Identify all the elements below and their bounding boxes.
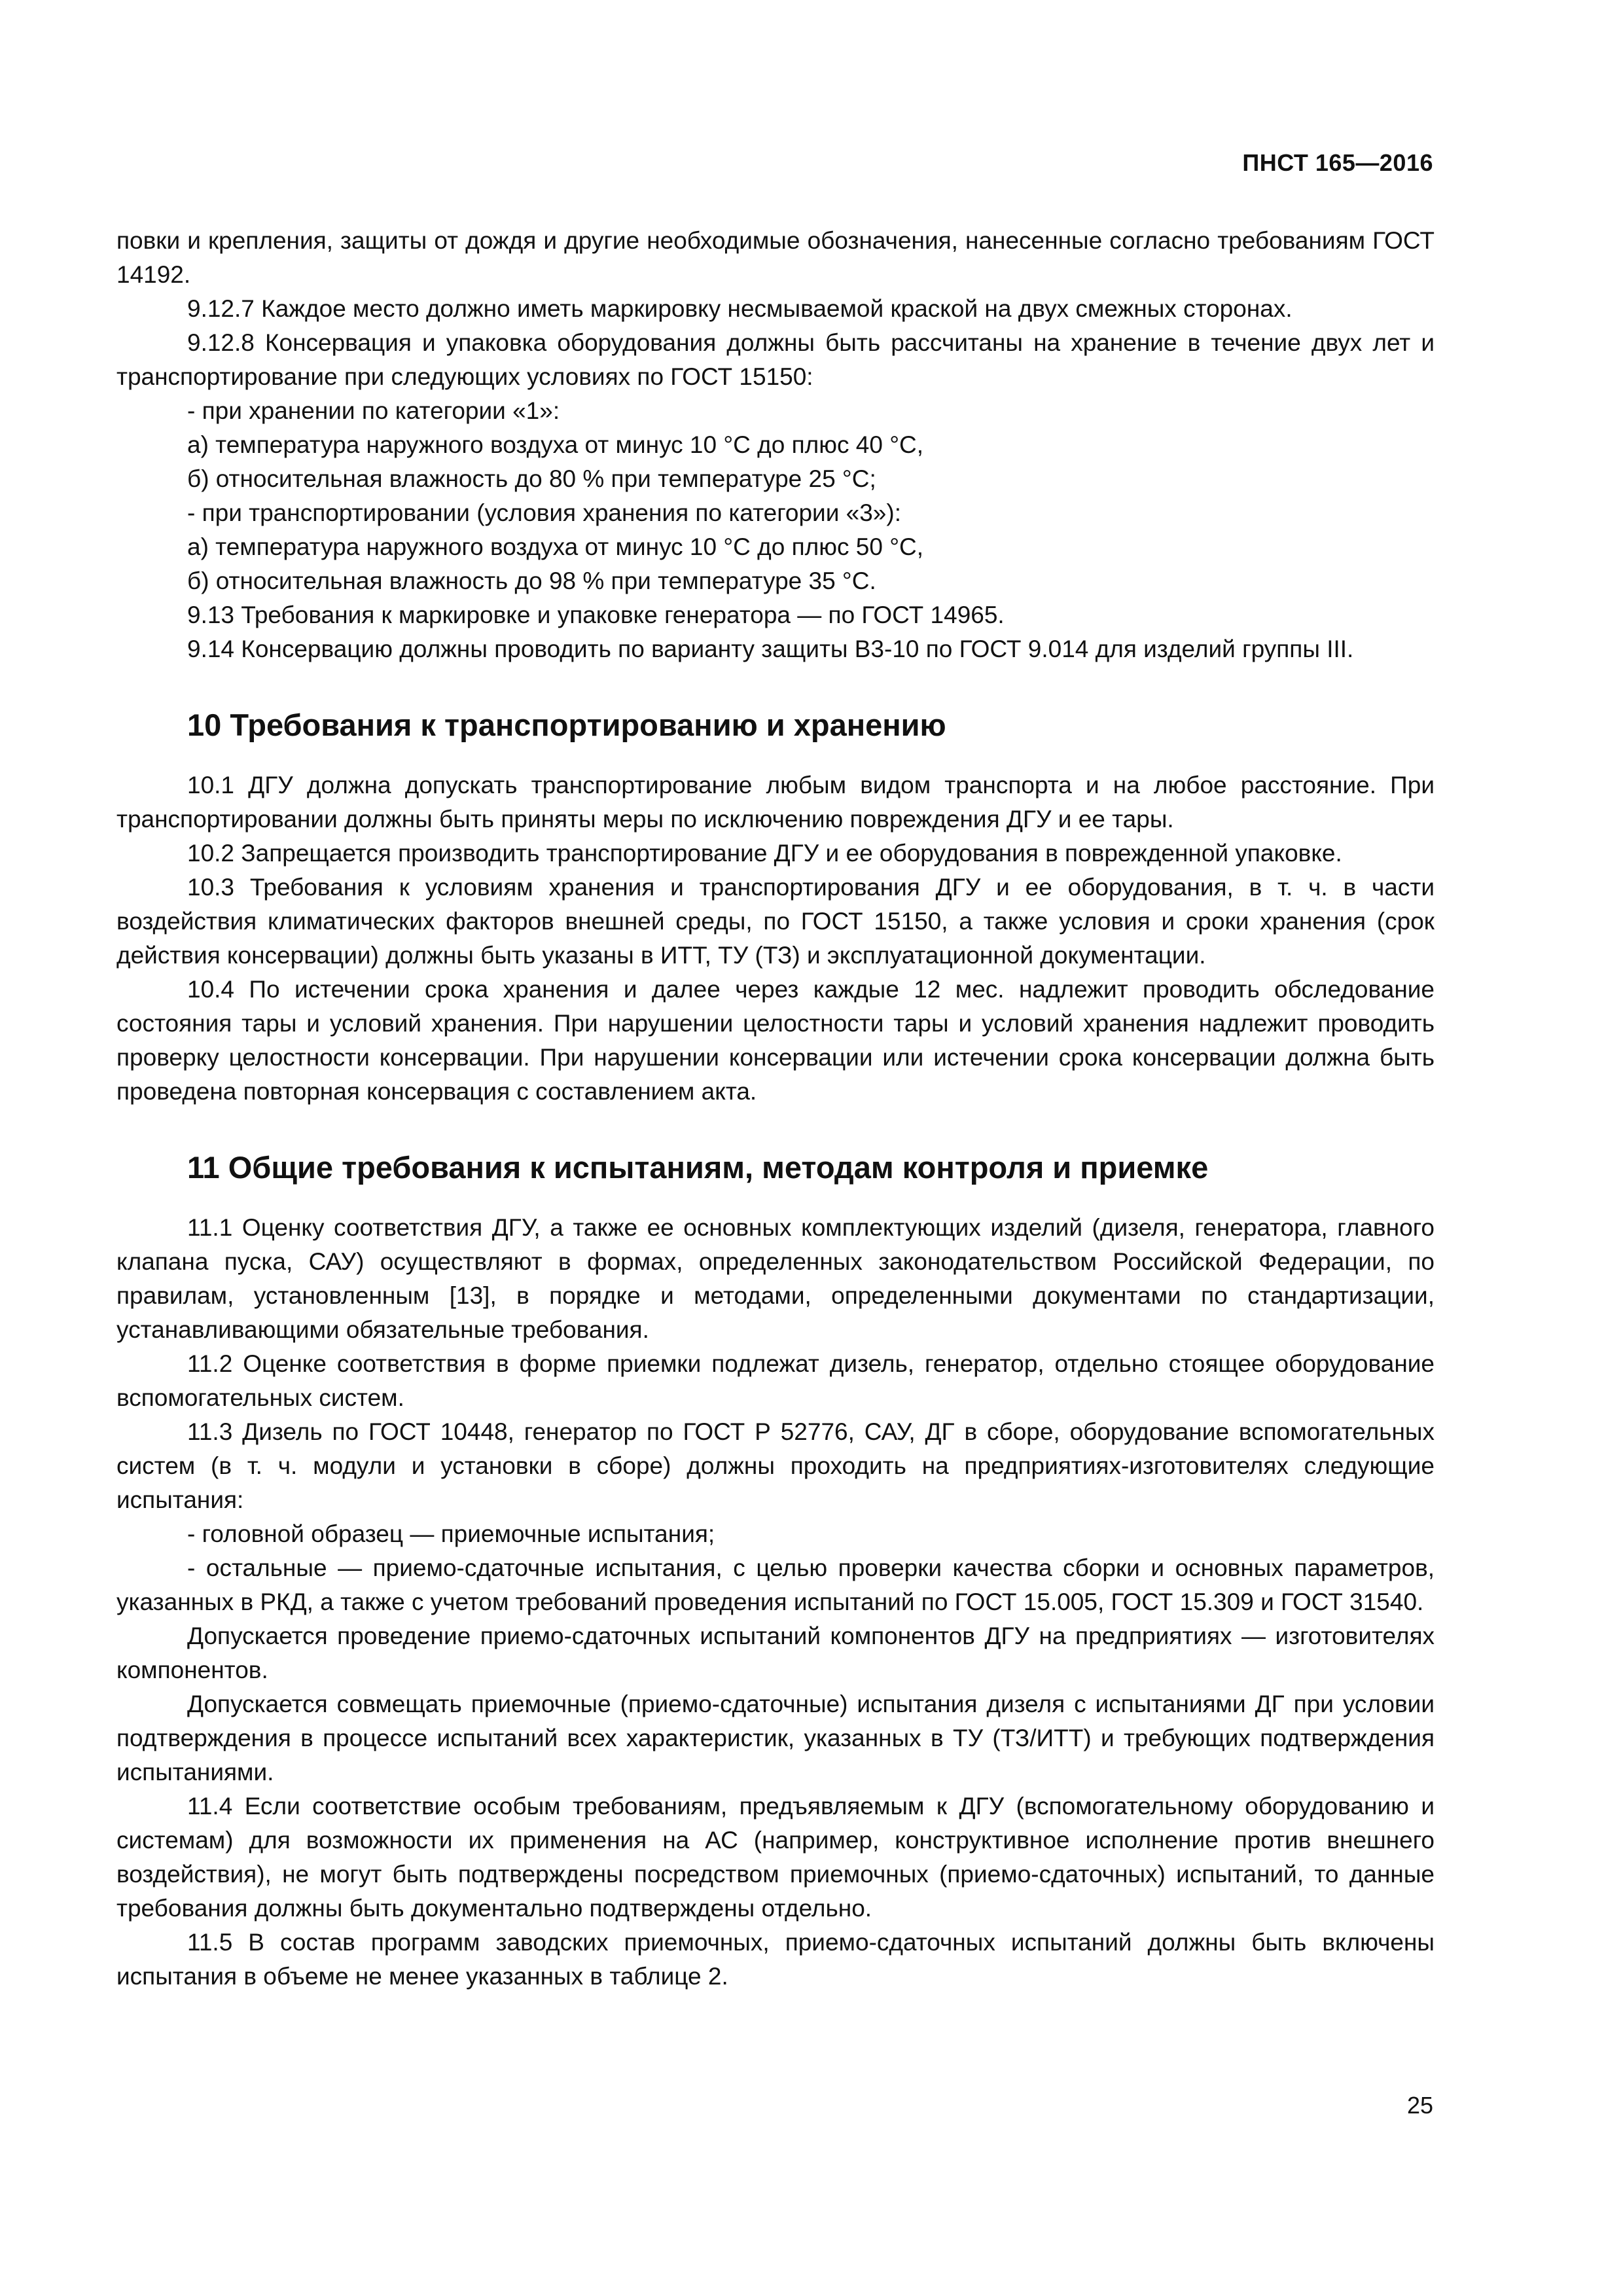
paragraph-note: Допускается проведение приемо-сдаточных испытаний компонентов ДГУ на предприятиях — изготовителях компонентов. bbox=[116, 1623, 1435, 1683]
section-heading-11: 11 Общие требования к испытаниям, методам контроля и приемке bbox=[187, 1150, 1209, 1185]
list-item: - головной образец — приемочные испытания; bbox=[187, 1520, 715, 1547]
document-body bbox=[116, 224, 1435, 1994]
paragraph-9-14: 9.14 Консервацию должны проводить по варианту защиты В3-10 по ГОСТ 9.014 для изделий группы III. bbox=[187, 636, 1354, 662]
paragraph-10-1: 10.1 ДГУ должна допускать транспортирование любым видом транспорта и на любое расстояние. При транспортировании должны быть приняты меры по исключению повреждения ДГУ и ее тары. bbox=[116, 772, 1435, 833]
list-item: - при хранении по категории «1»: bbox=[187, 397, 560, 424]
list-item: б) относительная влажность до 98 % при температуре 35 °С. bbox=[187, 567, 876, 594]
paragraph-11-1: 11.1 Оценку соответствия ДГУ, а также ее основных комплектующих изделий (дизеля, генератора, главного клапана пуска, САУ) осуществляют в формах, определенных законодательством Российской Федерации, по правилам, установленным [13], в порядке и методами, определенными документами по стандартизации, устанавливающими обязательные требования. bbox=[116, 1214, 1435, 1343]
paragraph-note: Допускается совмещать приемочные (приемо-сдаточные) испытания дизеля с испытаниями ДГ при условии подтверждения в процессе испытаний всех характеристик, указанных в ТУ (ТЗ/ИТТ) и требующих подтверждения испытаниями. bbox=[116, 1691, 1435, 1785]
paragraph-9-13: 9.13 Требования к маркировке и упаковке генератора — по ГОСТ 14965. bbox=[187, 601, 1005, 628]
paragraph-10-2: 10.2 Запрещается производить транспортирование ДГУ и ее оборудования в поврежденной упаковке. bbox=[187, 840, 1342, 867]
list-item: а) температура наружного воздуха от минус 10 °С до плюс 50 °С, bbox=[187, 533, 923, 560]
paragraph-11-5: 11.5 В состав программ заводских приемочных, приемо-сдаточных испытаний должны быть включены испытания в объеме не менее указанных в таблице 2. bbox=[116, 1929, 1435, 1990]
list-item: а) температура наружного воздуха от минус 10 °С до плюс 40 °С, bbox=[187, 431, 923, 458]
paragraph-9-12-8: 9.12.8 Консервация и упаковка оборудования должны быть рассчитаны на хранение в течение двух лет и транспортирование при следующих условиях по ГОСТ 15150: bbox=[116, 329, 1435, 390]
paragraph-11-4: 11.4 Если соответствие особым требованиям, предъявляемым к ДГУ (вспомогательному оборудованию и системам) для возможности их применения на АС (например, конструктивное исполнение против внешнего воздействия), не могут быть подтверждены посредством приемочных (приемо-сдаточных) испытаний, то данные требования должны быть документально подтверждены отдельно. bbox=[116, 1793, 1435, 1922]
document-id-header: ПНСТ 165—2016 bbox=[1242, 149, 1433, 176]
list-item-continued: - остальные — приемо-сдаточные испытания, с целью проверки качества сборки и основных параметров, указанных в РКД, а также с учетом требований проведения испытаний по ГОСТ 15.005, ГОСТ 15.309 и ГОСТ 31540. bbox=[116, 1554, 1435, 1615]
list-item: б) относительная влажность до 80 % при температуре 25 °С; bbox=[187, 465, 876, 492]
paragraph-11-3: 11.3 Дизель по ГОСТ 10448, генератор по ГОСТ Р 52776, САУ, ДГ в сборе, оборудование вспомогательных систем (в т. ч. модули и установки в сборе) должны проходить на предприятиях-изготовителях следующие испытания: bbox=[116, 1418, 1435, 1513]
paragraph-11-2: 11.2 Оценке соответствия в форме приемки подлежат дизель, генератор, отдельно стоящее оборудование вспомогательных систем. bbox=[116, 1350, 1435, 1411]
list-item: - при транспортировании (условия хранения по категории «3»): bbox=[187, 499, 901, 526]
section-heading-10: 10 Требования к транспортированию и хранению bbox=[187, 708, 946, 742]
page-number: 25 bbox=[1406, 2092, 1433, 2119]
paragraph-9-12-7: 9.12.7 Каждое место должно иметь маркировку несмываемой краской на двух смежных сторонах. bbox=[187, 295, 1293, 322]
paragraph-10-4: 10.4 По истечении срока хранения и далее через каждые 12 мес. надлежит проводить обследование состояния тары и условий хранения. При нарушении целостности тары и условий хранения надлежит проводить проверку целостности консервации. При нарушении консервации или истечении срока консервации должна быть проведена повторная консервация с составлением акта. bbox=[116, 976, 1435, 1105]
paragraph-10-3: 10.3 Требования к условиям хранения и транспортирования ДГУ и ее оборудования, в т. ч. в части воздействия климатических факторов внешней среды, по ГОСТ 15150, а также условия и сроки хранения (срок действия консервации) должны быть указаны в ИТТ, ТУ (ТЗ) и эксплуатационной документации. bbox=[116, 874, 1435, 969]
paragraph-continuation: повки и крепления, защиты от дождя и другие необходимые обозначения, нанесенные согласно требованиям ГОСТ 14192. bbox=[116, 227, 1435, 288]
